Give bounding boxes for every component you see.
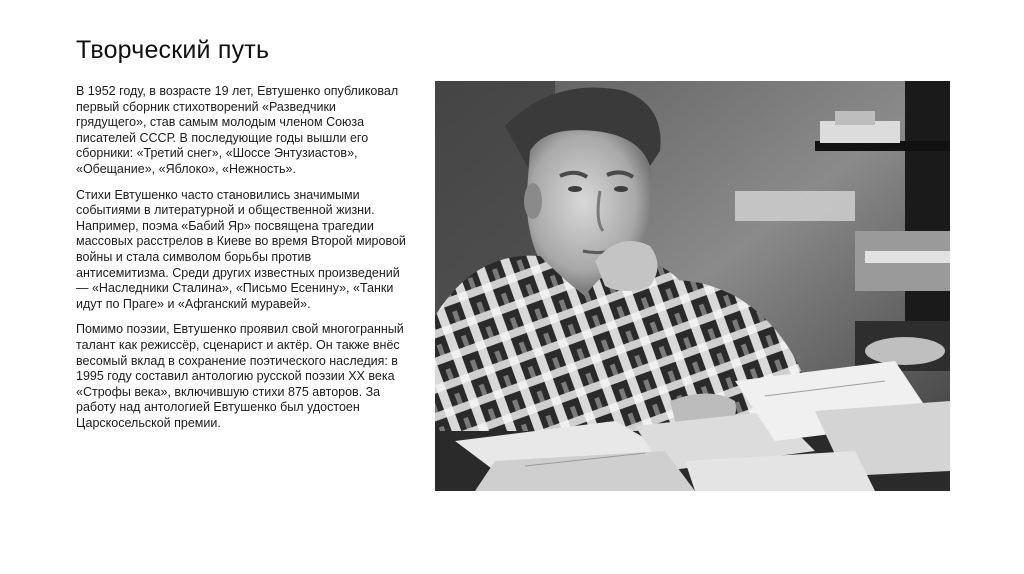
paragraph-other-talents: Помимо поэзии, Евтушенко проявил свой многогранный талант как режиссёр, сценарист и актёр. Он также внёс весомый вклад в сохранение поэтического наследия: в 1995 году составил антологию русской поэзии XX века «Строфы века», включившую стихи 875 авторов. За работу над антологией Евтушенко был удостоен Царскосельской премии. bbox=[76, 322, 404, 430]
paragraph-first-collection: В 1952 году, в возрасте 19 лет, Евтушенко опубликовал первый сборник стихотворений «Разведчики грядущего», став самым молодым членом Союза писателей СССР. В последующие годы вышли его сборники: «Третий снег», «Шоссе Энтузиастов», «Обещание», «Яблоко», «Нежность». bbox=[76, 84, 399, 176]
body-text bbox=[76, 84, 406, 441]
portrait-photo bbox=[435, 81, 950, 491]
slide-title: Творческий путь bbox=[76, 36, 270, 64]
paragraph-babiy-yar: Стихи Евтушенко часто становились значимыми событиями в литературной и общественной жизни. Например, поэма «Бабий Яр» посвящена трагедии массовых расстрелов в Киеве во время Второй мировой войны и стала символом борьбы против антисемитизма. Среди других известных произведений — «Наследники Сталина», «Письмо Есенину», «Танки идут по Праге» и «Афганский муравей». bbox=[76, 187, 406, 311]
portrait-photo-illustration bbox=[435, 81, 950, 491]
